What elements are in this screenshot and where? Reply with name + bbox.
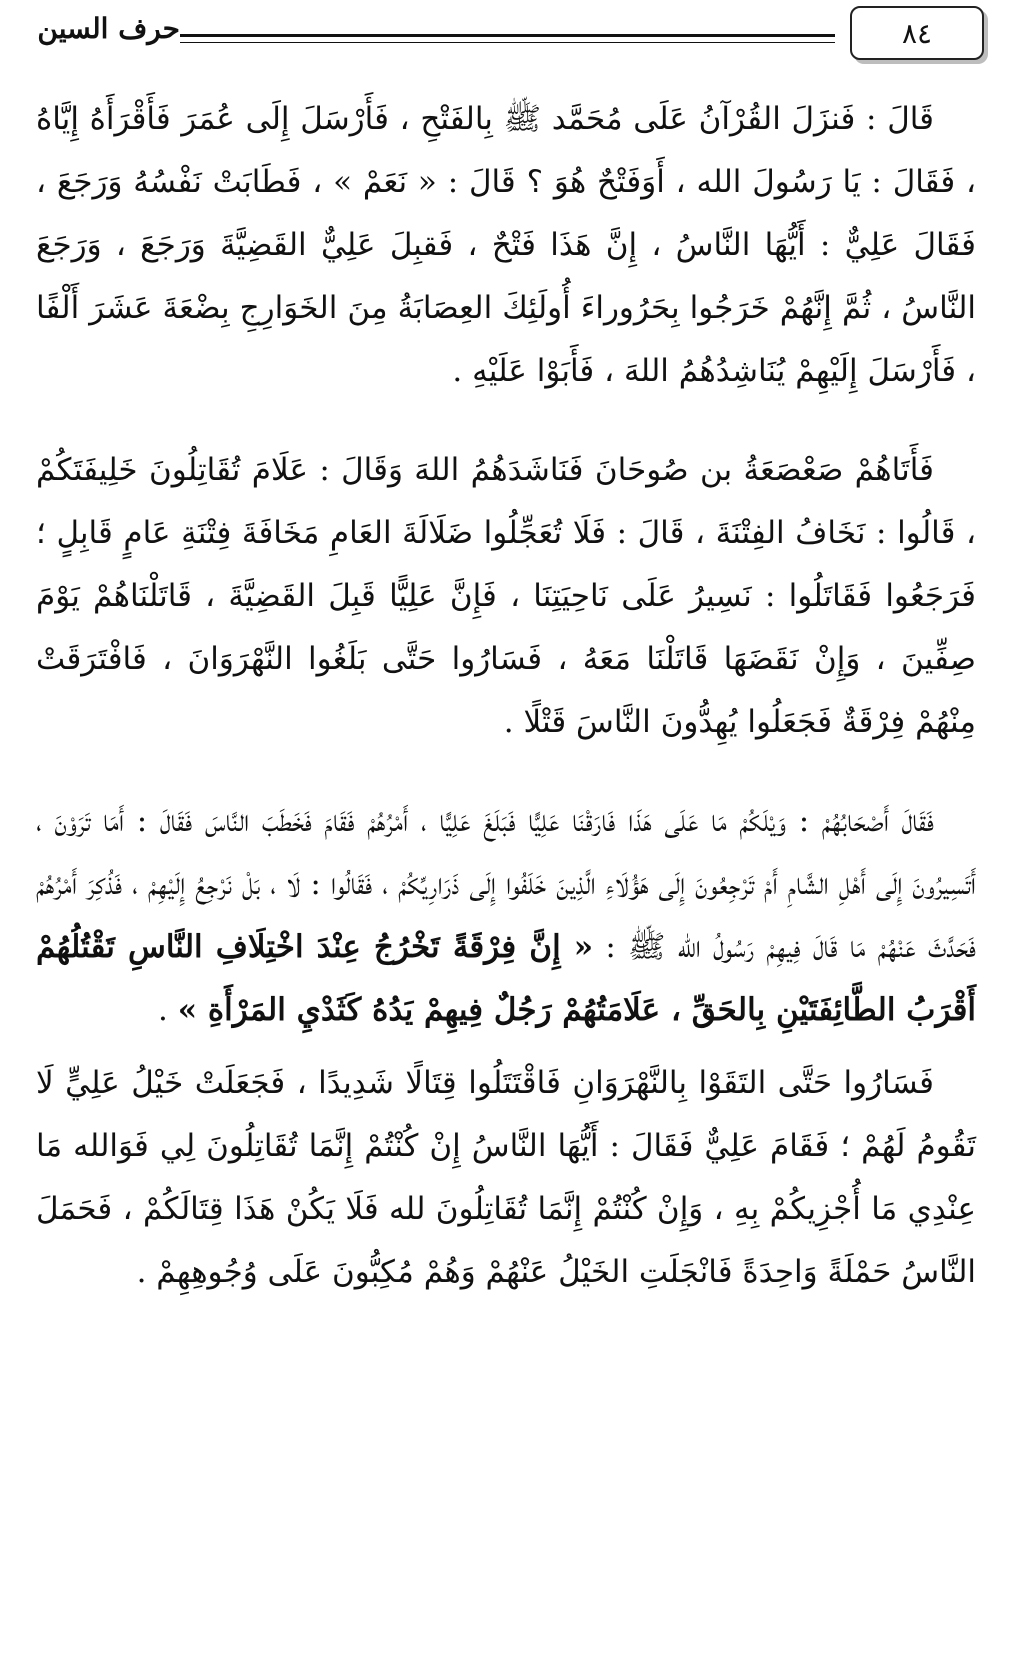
paragraph-3-end: . xyxy=(158,992,178,1028)
page-header xyxy=(30,6,988,68)
paragraph-3-text: فَقَالَ أَصْحَابُهُمْ : وَيْلَكُمْ مَا عَلَى هَذَا فَارَقْنَا عَلِيًّا فَبَلَغَ عَلِيًّا ، أَمْرُهُمْ فَقَامَ فَخَطَبَ النَّاسَ فَقَالَ : أَمَا تَرَوْنَ ، أَتَسِيرُونَ إِلَى أَهْلِ الشَّامِ أَمْ تَرْجِعُونَ إِلَى هَؤُلَاءِ الَّذِينَ خَلَفُوا إِلَى ذَرَارِيِّكُمْ ، فَقَالُوا : لَا ، بَلْ نَرْجِعُ إِلَيْهِمْ ، فَذُكِرَ أَمْرُهُمْ فَحَدَّثَ عَنْهُمْ مَا قَالَ فِيهِمْ رَسُولُ الله ﷺ : xyxy=(36,803,976,965)
paragraph-2: فَأَتَاهُمْ صَعْصَعَةُ بن صُوحَانَ فَنَاشَدَهُمُ اللهَ وَقَالَ : عَلَامَ تُقَاتِلُونَ خَلِيفَتَكُمْ ، قَالُوا : نَخَافُ الفِتْنَةَ ، قَالَ : فَلَا تُعَجِّلُوا ضَلَالَةَ العَامِ مَخَافَةَ فِتْنَةِ عَامٍ قَابِلٍ ؛ فَرَجَعُوا فَقَاتَلُوا : نَسِيرُ عَلَى نَاحِيَتِنَا ، فَإِنَّ عَلِيًّا قَبِلَ القَضِيَّةَ ، قَاتَلْنَاهُمْ يَوْمَ صِفِّينَ ، وَإِنْ نَقَضَهَا قَاتَلْنَا مَعَهُ ، فَسَارُوا حَتَّى بَلَغُوا النَّهْرَوَانَ ، فَافْتَرَقَتْ مِنْهُمْ فِرْقَةٌ فَجَعَلُوا يُهِدُّونَ النَّاسَ قَتْلًا . xyxy=(36,452,976,740)
page-number: ٨٤ xyxy=(850,6,984,60)
paragraph-3 xyxy=(36,790,976,1042)
running-title: حرف السين xyxy=(37,12,180,45)
hadith-quote: « إِنَّ فِرْقَةً تَخْرُجُ عِنْدَ اخْتِلَافِ النَّاسِ تَقْتُلُهُمْ أَقْرَبُ الطَّائِفَتَيْنِ بِالحَقِّ ، عَلَامَتُهُمْ رَجُلٌ فِيهِمْ يَدُهُ كَثَدْيِ المَرْأَةِ » xyxy=(36,929,976,1028)
header-rule xyxy=(180,34,835,43)
page-body xyxy=(36,88,976,1304)
paragraph-1: قَالَ : فَنزَلَ القُرْآنُ عَلَى مُحَمَّد ﷺ بِالفَتْحِ ، فَأَرْسَلَ إِلَى عُمَرَ فَأَقْرَأَهُ إِيَّاهُ ، فَقَالَ : يَا رَسُولَ الله ، أَوَفَتْحٌ هُوَ ؟ قَالَ : « نَعَمْ » ، فَطَابَتْ نَفْسُهُ وَرَجَعَ ، فَقَالَ عَلِيٌّ : أَيُّهَا النَّاسُ ، إِنَّ هَذَا فَتْحٌ ، فَقبِلَ عَلِيٌّ القَضِيَّةَ وَرَجَعَ ، وَرَجَعَ النَّاسُ ، ثُمَّ إِنَّهُمْ خَرَجُوا بِحَرُوراءَ أُولَئِكَ العِصَابَةُ مِنَ الخَوَارِجِ بِضْعَةَ عَشَرَ أَلْفًا ، فَأَرْسَلَ إِلَيْهِمْ يُنَاشِدُهُمُ اللهَ ، فَأَبَوْا عَلَيْهِ . xyxy=(36,101,976,389)
paragraph-4: فَسَارُوا حَتَّى التَقَوْا بِالنَّهْرَوَانِ فَاقْتَتَلُوا قِتَالًا شَدِيدًا ، فَجَعَلَتْ خَيْلُ عَلِيٍّ لَا تَقُومُ لَهُمْ ؛ فَقَامَ عَلِيٌّ فَقَالَ : أَيُّهَا النَّاسُ إِنْ كُنْتُمْ إِنَّمَا تُقَاتِلُونَ لِي فَوَالله مَا عِنْدِي مَا أُجْزِيكُمْ بِهِ ، وَإِنْ كُنْتُمْ إِنَّمَا تُقَاتِلُونَ لله فَلَا يَكُنْ هَذَا قِتَالَكُمْ ، فَحَمَلَ النَّاسُ حَمْلَةً وَاحِدَةً فَانْجَلَتِ الخَيْلُ عَنْهُمْ وَهُمْ مُكِبُّونَ عَلَى وُجُوهِهِمْ . xyxy=(36,1065,976,1290)
